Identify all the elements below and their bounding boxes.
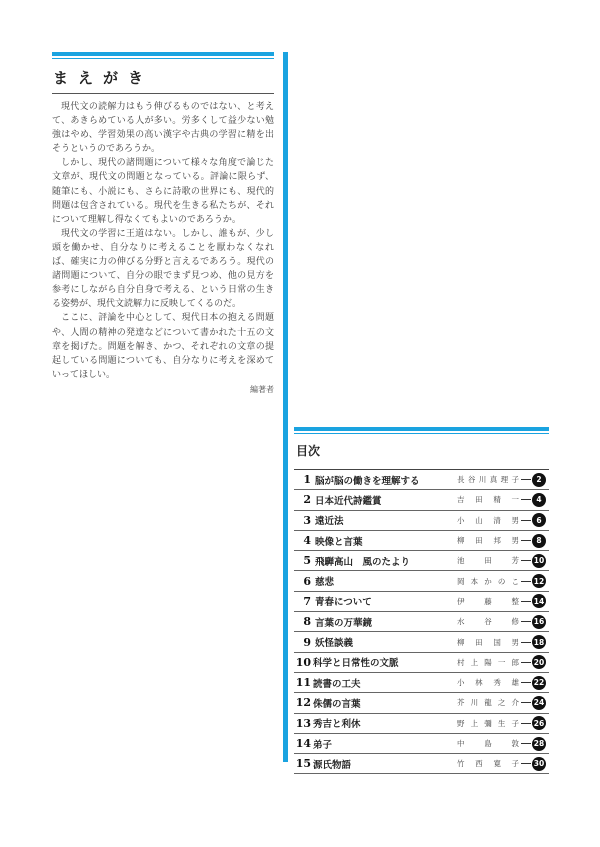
toc-author: 岡本かのこ [457, 576, 519, 586]
toc-page-badge: 24 [532, 696, 546, 710]
toc-number: 12 [295, 696, 311, 710]
toc-chapter-title: 侏儒の言葉 [313, 698, 361, 710]
toc-number: 6 [303, 574, 311, 588]
toc-leader-line [521, 601, 531, 602]
toc-leader-line [521, 702, 531, 703]
toc-top-subbar [294, 433, 549, 434]
toc-title: 目次 [296, 444, 321, 458]
toc-row[interactable] [294, 693, 549, 713]
toc-author: 小林秀雄 [457, 678, 519, 688]
toc-top-bar [294, 427, 549, 431]
toc-chapter-title: 飛騨高山 風のたより [315, 556, 411, 568]
toc-row[interactable] [294, 531, 549, 551]
toc-leader-line [521, 540, 531, 541]
toc-chapter-title: 脳が脳の働きを理解する [315, 475, 420, 487]
toc-leader-line [521, 763, 531, 764]
toc-number: 2 [303, 493, 311, 507]
toc-number: 3 [303, 513, 311, 527]
toc-page-badge: 4 [532, 493, 546, 507]
toc-leader-line [521, 642, 531, 643]
toc-chapter-title: 源氏物語 [313, 759, 352, 771]
toc-number: 5 [303, 554, 311, 568]
preface-title: まえがき [53, 69, 154, 87]
toc-list [294, 469, 549, 774]
toc-row[interactable] [294, 734, 549, 754]
toc-page-badge: 26 [532, 716, 546, 730]
toc-row[interactable] [294, 653, 549, 673]
toc-row[interactable] [294, 754, 549, 774]
toc-author: 村上陽一郎 [457, 657, 519, 667]
toc-author: 伊藤整 [457, 596, 519, 606]
toc-chapter-title: 科学と日常性の文脈 [313, 658, 399, 670]
vertical-accent-bar [283, 52, 288, 762]
toc-number: 8 [303, 615, 311, 629]
toc-row[interactable] [294, 571, 549, 591]
preface-signature: 編著者 [250, 384, 274, 394]
toc-leader-line [521, 662, 531, 663]
preface-section [52, 52, 274, 395]
preface-top-subbar [52, 58, 274, 59]
toc-leader-line [521, 499, 531, 500]
toc-page-badge: 2 [532, 473, 546, 487]
toc-chapter-title: 映像と言葉 [315, 536, 363, 548]
toc-number: 15 [295, 757, 311, 771]
preface-title-rule [52, 93, 274, 94]
toc-row[interactable] [294, 511, 549, 531]
toc-author: 野上彌生子 [457, 718, 519, 728]
toc-page-badge: 10 [532, 554, 546, 568]
toc-row[interactable] [294, 470, 549, 490]
toc-author: 芥川龍之介 [457, 698, 519, 708]
preface-paragraph-2: しかし、現代の諸問題について様々な角度で論じた文章が、現代文の問題となっている。評論に限らず、随筆にも、小説にも、さらに詩歌の世界にも、現代的問題は包含されている。現代を生きる私たちが、それについて理解し得なくてもよいのであろうか。 [52, 158, 274, 225]
toc-page-badge: 30 [532, 757, 546, 771]
toc-chapter-title: 青春について [315, 597, 372, 609]
toc-number: 1 [303, 473, 311, 487]
toc-chapter-title: 秀吉と利休 [313, 719, 361, 731]
toc-row[interactable] [294, 551, 549, 571]
toc-leader-line [521, 723, 531, 724]
toc-page-badge: 28 [532, 737, 546, 751]
toc-number: 10 [295, 655, 311, 669]
toc-leader-line [521, 520, 531, 521]
toc-chapter-title: 遠近法 [315, 516, 344, 528]
toc-page-badge: 16 [532, 615, 546, 629]
toc-row[interactable] [294, 592, 549, 612]
toc-page-badge: 6 [532, 513, 546, 527]
preface-paragraph-3: 現代文の学習に王道はない。しかし、誰もが、少し頭を働かせ、自分なりに考えることを厭わなくなれば、確実に力の伸びる分野と言えるであろう。現代の諸問題について、自分の眼でまず見つめ、他の見方を参考にしながら自分自身で考える、という日常の生きる姿勢が、現代文読解力に反映してくるのだ。 [52, 228, 274, 310]
toc-row[interactable] [294, 714, 549, 734]
toc-leader-line [521, 621, 531, 622]
toc-number: 14 [295, 737, 311, 750]
preface-paragraph-4: ここに、評論を中心として、現代日本の抱える問題や、人間の精神の発達などについて書かれた十五の文章を掲げた。問題を解き、かつ、それぞれの文章の提起している問題についても、自分なりに考えを深めていってほしい。 [52, 313, 274, 380]
toc-chapter-title: 妖怪談義 [315, 638, 354, 650]
toc-row[interactable] [294, 673, 549, 693]
toc-chapter-title: 日本近代詩鑑賞 [315, 495, 382, 507]
toc-number: 4 [303, 534, 311, 548]
toc-row[interactable] [294, 612, 549, 632]
toc-author: 中島敦 [457, 739, 519, 748]
toc-author: 小山清男 [457, 515, 519, 525]
toc-row[interactable] [294, 632, 549, 652]
toc-author: 竹西寛子 [457, 759, 519, 769]
toc-author: 柳田邦男 [457, 536, 519, 546]
toc-page-badge: 14 [532, 594, 546, 608]
toc-number: 11 [295, 676, 311, 690]
toc-author: 長谷川真理子 [457, 475, 519, 485]
toc-number: 7 [303, 594, 311, 608]
preface-top-bar [52, 52, 274, 56]
toc-chapter-title: 言葉の万華鏡 [315, 617, 373, 629]
toc-leader-line [521, 682, 531, 683]
toc-page-badge: 22 [532, 676, 546, 690]
table-of-contents [294, 427, 549, 774]
toc-number: 9 [303, 635, 311, 649]
toc-page-badge: 12 [532, 574, 546, 588]
toc-author: 吉田精一 [457, 495, 519, 505]
toc-row[interactable] [294, 490, 549, 510]
toc-author: 水谷修 [457, 617, 519, 627]
toc-chapter-title: 弟子 [313, 739, 333, 751]
toc-number: 13 [295, 716, 311, 730]
toc-chapter-title: 慈悲 [315, 577, 335, 589]
toc-page-badge: 20 [532, 655, 546, 669]
toc-leader-line [521, 743, 531, 744]
toc-page-badge: 8 [532, 534, 546, 548]
toc-leader-line [521, 560, 531, 561]
toc-chapter-title: 読書の工夫 [313, 678, 361, 690]
toc-author: 池田芳 [457, 556, 519, 566]
toc-leader-line [521, 479, 531, 480]
toc-page-badge: 18 [532, 635, 546, 649]
toc-author: 柳田国男 [457, 637, 519, 647]
preface-paragraph-1: 現代文の読解力はもう伸びるものではない、と考えて、あきらめている人が多い。労多くして益少ない勉強はやめ、学習効果の高い漢字や古典の学習に精を出そうというのであろうか。 [52, 102, 274, 155]
toc-leader-line [521, 581, 531, 582]
